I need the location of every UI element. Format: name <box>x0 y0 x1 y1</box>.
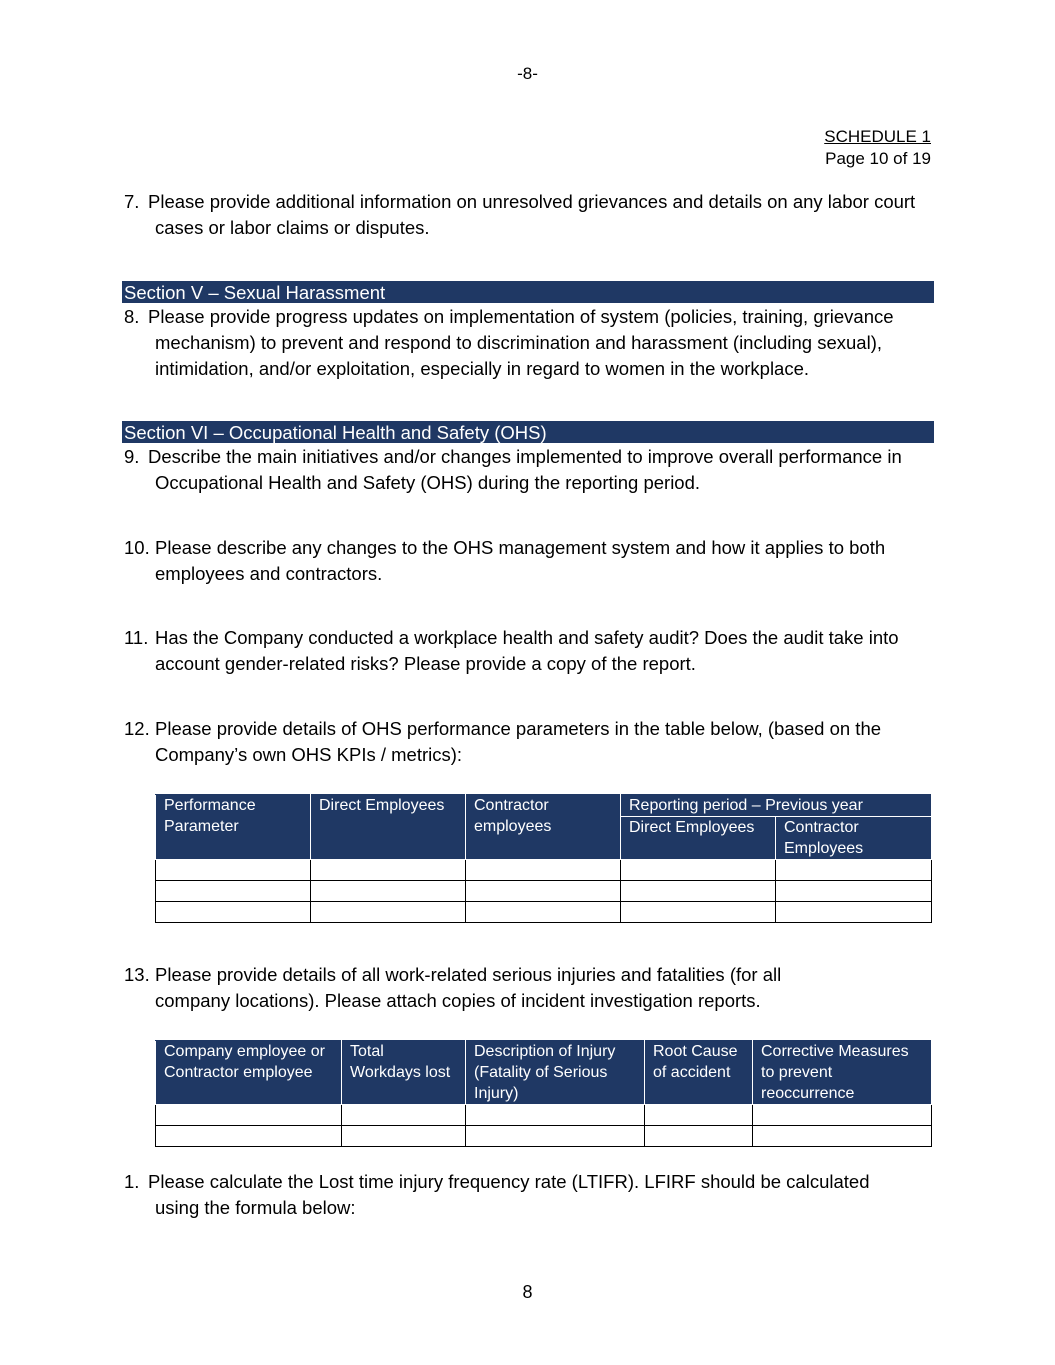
schedule-reference <box>824 126 931 170</box>
question-text: Please provide details of all work-related serious injuries and fatalities (for all <box>155 964 782 985</box>
table-row <box>156 881 932 902</box>
question-text: company locations). Please attach copies of incident investigation reports. <box>155 990 761 1011</box>
table-cell[interactable] <box>645 1105 753 1126</box>
schedule-page: Page 10 of 19 <box>825 149 931 168</box>
table-row <box>156 1126 932 1147</box>
header-root-cause: Root Cause of accident <box>645 1041 753 1105</box>
table-cell[interactable] <box>776 902 932 923</box>
table-cell[interactable] <box>466 1126 645 1147</box>
question-text: Please provide additional information on unresolved grievances and details on any labor court <box>148 191 916 212</box>
question-text: Has the Company conducted a workplace health and safety audit? Does the audit take into <box>155 627 899 648</box>
table-cell[interactable] <box>621 860 776 881</box>
header-prev-contractor-employees: Contractor Employees <box>776 817 932 860</box>
ohs-performance-table <box>155 794 932 923</box>
table-cell[interactable] <box>466 881 621 902</box>
table-cell[interactable] <box>156 881 311 902</box>
table-cell[interactable] <box>776 860 932 881</box>
header-employee-type: Company employee or Contractor employee <box>156 1041 342 1105</box>
table-cell[interactable] <box>156 860 311 881</box>
question-text: employees and contractors. <box>155 563 383 584</box>
table-cell[interactable] <box>156 1126 342 1147</box>
table-cell[interactable] <box>753 1105 932 1126</box>
table-cell[interactable] <box>156 902 311 923</box>
question-text: Please provide progress updates on implementation of system (policies, training, grievance <box>148 306 894 327</box>
question-number: 7. <box>124 191 140 212</box>
question-9 <box>124 444 934 496</box>
question-number: 9. <box>124 446 140 467</box>
page-marker: -8- <box>517 64 538 83</box>
header-prev-direct-employees: Direct Employees <box>621 817 776 860</box>
question-text: Please calculate the Lost time injury frequency rate (LTIFR). LFIRF should be calculated <box>148 1171 870 1192</box>
table-cell[interactable] <box>311 881 466 902</box>
table-cell[interactable] <box>466 860 621 881</box>
table-cell[interactable] <box>621 902 776 923</box>
table-cell[interactable] <box>621 881 776 902</box>
header-corrective-measures: Corrective Measures to prevent reoccurrence <box>753 1041 932 1105</box>
question-number: 1. <box>124 1171 140 1192</box>
header-reporting-period: Reporting period – Previous year <box>621 795 932 817</box>
question-text: Please provide details of OHS performance parameters in the table below, (based on the <box>155 718 882 739</box>
question-10 <box>124 535 934 587</box>
table-row <box>156 902 932 923</box>
question-number: 13. <box>124 964 150 985</box>
section-heading: Section VI – Occupational Health and Safety (OHS) <box>122 421 934 443</box>
question-13 <box>124 962 934 1014</box>
question-text: Occupational Health and Safety (OHS) during the reporting period. <box>155 472 701 493</box>
question-7 <box>124 189 934 241</box>
table-cell[interactable] <box>342 1105 466 1126</box>
table-cell[interactable] <box>466 902 621 923</box>
table-cell[interactable] <box>311 860 466 881</box>
header-performance-parameter: Performance Parameter <box>156 795 311 860</box>
table-row <box>156 1105 932 1126</box>
page-number: 8 <box>522 1282 533 1302</box>
question-number: 10. <box>124 537 150 558</box>
question-14 <box>124 1169 934 1221</box>
table-cell[interactable] <box>466 1105 645 1126</box>
question-text: using the formula below: <box>155 1197 356 1218</box>
header-injury-description: Description of Injury (Fatality of Serious Injury) <box>466 1041 645 1105</box>
question-number: 11. <box>124 627 149 648</box>
question-text: Please describe any changes to the OHS management system and how it applies to both <box>155 537 886 558</box>
injuries-fatalities-table <box>155 1040 932 1147</box>
table-cell[interactable] <box>342 1126 466 1147</box>
question-12 <box>124 716 934 768</box>
question-number: 8. <box>124 306 140 327</box>
question-8 <box>124 304 934 382</box>
header-contractor-employees: Contractor employees <box>466 795 621 860</box>
question-text: Describe the main initiatives and/or changes implemented to improve overall performance in <box>148 446 902 467</box>
question-text: mechanism) to prevent and respond to discrimination and harassment (including sexual), <box>155 332 883 353</box>
table-cell[interactable] <box>156 1105 342 1126</box>
question-number: 12. <box>124 718 150 739</box>
header-workdays-lost: Total Workdays lost <box>342 1041 466 1105</box>
question-text: Company’s own OHS KPIs / metrics): <box>155 744 463 765</box>
question-text: cases or labor claims or disputes. <box>155 217 430 238</box>
table-cell[interactable] <box>753 1126 932 1147</box>
schedule-title: SCHEDULE 1 <box>824 127 931 146</box>
header-direct-employees: Direct Employees <box>311 795 466 860</box>
table-cell[interactable] <box>645 1126 753 1147</box>
section-heading: Section V – Sexual Harassment <box>122 281 934 303</box>
question-11 <box>124 625 934 677</box>
table-cell[interactable] <box>776 881 932 902</box>
question-text: account gender-related risks? Please provide a copy of the report. <box>155 653 696 674</box>
table-cell[interactable] <box>311 902 466 923</box>
table-row <box>156 860 932 881</box>
question-text: intimidation, and/or exploitation, especially in regard to women in the workplace. <box>155 358 810 379</box>
